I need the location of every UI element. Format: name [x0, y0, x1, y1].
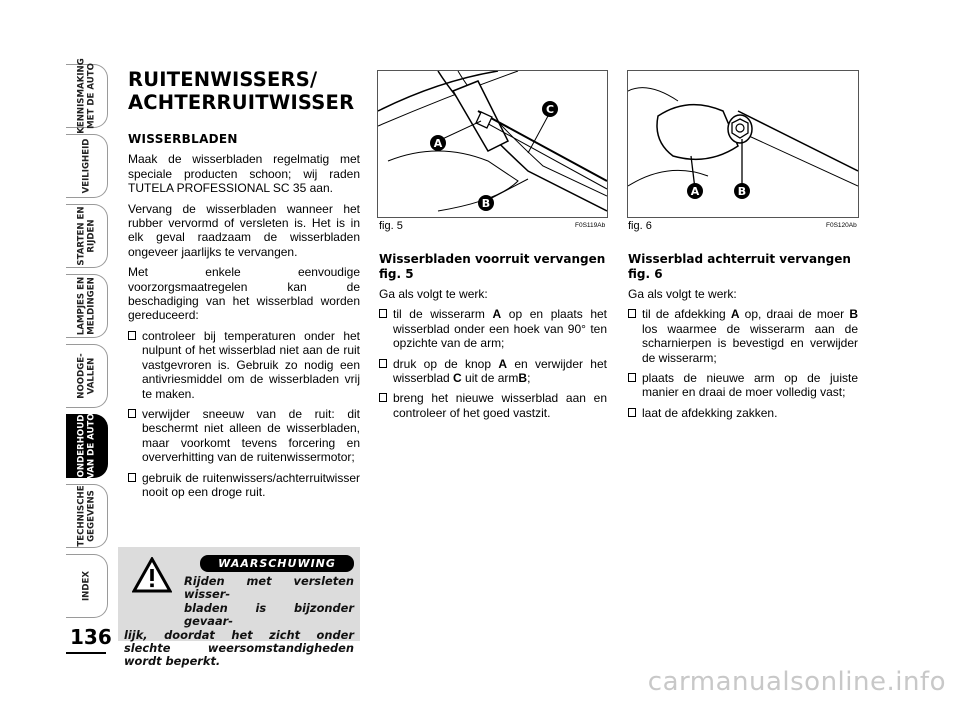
tab-noodgevallen[interactable]: NOODGE- VALLEN: [66, 344, 108, 408]
section-heading: WISSERBLADEN: [128, 132, 238, 146]
paragraph: Met enkele eenvoudige voorzorgsmaatregelen kan de beschadiging van het wisserblad worden gereduceerd:: [128, 265, 360, 323]
warning-box: [118, 547, 360, 669]
front-wiper-instructions: [379, 252, 607, 426]
figure-5-code: F0S119Ab: [575, 222, 606, 229]
figure-6-code: F0S120Ab: [826, 222, 857, 229]
checkbox-bullet-icon: [628, 309, 636, 318]
figure-6-rear-wiper: [627, 70, 859, 218]
list-item: druk op de knop A en verwijder het wisserblad C uit de armB;: [379, 357, 607, 386]
checkbox-bullet-icon: [379, 359, 387, 368]
tab-lampjes-en-meldingen[interactable]: LAMPJES EN MELDINGEN: [66, 274, 108, 338]
list-item: controleer bij temperaturen onder het nulpunt of het wisserblad niet aan de ruit vastgevroren is. Gebruik zo nodig een antivriesmiddel om de wisserbladen vrij te maken.: [128, 329, 360, 401]
warning-text: Rijden met versleten wisser- bladen is bijzonder gevaar- lijk, doordat het zicht onder slechte weersomstandigheden wordt beperkt.: [124, 574, 354, 669]
checkbox-bullet-icon: [379, 309, 387, 318]
figure-5-caption: fig. 5: [379, 220, 403, 232]
front-wiper-illustration: [378, 71, 607, 217]
figure-6-caption: fig. 6: [628, 220, 652, 232]
step-list: [628, 307, 858, 420]
checkbox-bullet-icon: [128, 473, 136, 482]
list-item: verwijder sneeuw van de ruit: dit beschermt niet alleen de wisserbladen, maar voorkomt tevens forcering en oververhitting van de ruitenwissermotor;: [128, 407, 360, 465]
paragraph: Vervang de wisserbladen wanneer het rubber vervormd of versleten is. Het is in elk geval raadzaam de wisserbladen ongeveer jaarlijks te vervangen.: [128, 201, 360, 259]
callout-a-label: A: [433, 137, 443, 150]
rear-wiper-instructions: [628, 252, 858, 426]
list-item: gebruik de ruitenwissers/achterruitwisser nooit op een droge ruit.: [128, 471, 360, 500]
callout-b-label: B: [737, 185, 747, 198]
precaution-list: [128, 329, 360, 499]
callout-c-label: C: [545, 103, 555, 116]
tab-veiligheid[interactable]: VEILIGHEID: [66, 134, 108, 198]
checkbox-bullet-icon: [379, 393, 387, 402]
callout-b-label: B: [481, 197, 491, 210]
tab-kennismaking[interactable]: KENNISMAKING MET DE AUTO: [66, 64, 108, 128]
checkbox-bullet-icon: [628, 373, 636, 382]
checkbox-bullet-icon: [128, 409, 136, 418]
callout-a-label: A: [690, 185, 700, 198]
figure-5-front-wiper: [377, 70, 608, 218]
list-item: plaats de nieuwe arm op de juiste manier en draai de moer volledig vast;: [628, 371, 858, 400]
paragraph: Ga als volgt te werk:: [628, 287, 737, 301]
list-item: breng het nieuwe wisserblad aan en controleer of het goed vastzit.: [379, 391, 607, 420]
tab-index[interactable]: INDEX: [66, 554, 108, 618]
checkbox-bullet-icon: [628, 408, 636, 417]
list-item: til de afdekking A op, draai de moer B los waarmee de wisserarm aan de scharnierpen is bevestigd en verwijder de wisserarm;: [628, 307, 858, 365]
page-title: RUITENWISSERS/ ACHTERRUITWISSER: [128, 68, 355, 114]
list-item: til de wisserarm A op en plaats het wisserblad onder een hoek van 90° ten opzichte van de arm;: [379, 307, 607, 350]
tab-onderhoud[interactable]: ONDERHOUD VAN DE AUTO: [66, 414, 108, 478]
checkbox-bullet-icon: [128, 331, 136, 340]
paragraph: Maak de wisserbladen regelmatig met speciale producten schoon; wij raden TUTELA PROFESSIONAL SC 35 aan.: [128, 152, 360, 196]
section-heading: Wisserblad achterruit vervangen fig. 6: [628, 252, 851, 281]
page-number-rule: [66, 652, 106, 654]
tab-technische-gegevens[interactable]: TECHNISCHE GEGEVENS: [66, 484, 108, 548]
tab-starten-en-rijden[interactable]: STARTEN EN RIJDEN: [66, 204, 108, 268]
step-list: [379, 307, 607, 420]
page-number: 136: [70, 625, 112, 649]
section-heading: Wisserbladen voorruit vervangen fig. 5: [379, 252, 606, 281]
left-column: [128, 68, 360, 505]
warning-badge: WAARSCHUWING: [200, 555, 354, 572]
rear-wiper-illustration: [628, 71, 858, 217]
list-item: laat de afdekking zakken.: [628, 406, 858, 420]
watermark: carmanualsonline.info: [647, 667, 946, 697]
paragraph: Ga als volgt te werk:: [379, 287, 488, 301]
